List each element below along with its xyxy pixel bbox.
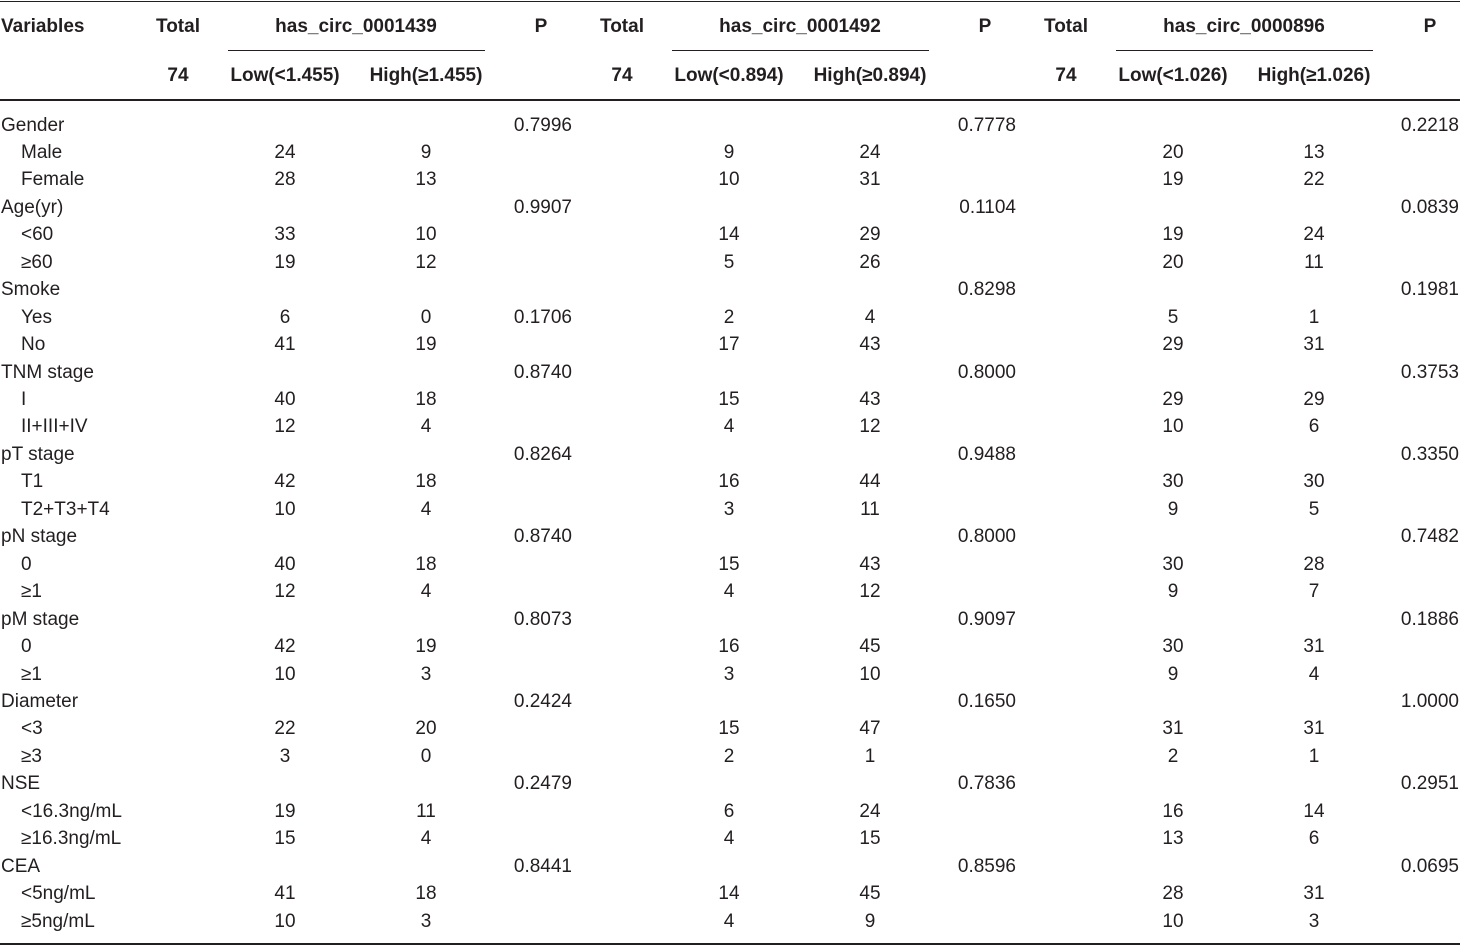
p-value-1: 0.1706 xyxy=(513,306,572,328)
high-count-1: 12 xyxy=(415,251,437,273)
table-row xyxy=(0,251,1460,278)
table-row xyxy=(0,306,1460,333)
low-count-3: 30 xyxy=(1162,553,1184,575)
high-count-2: 24 xyxy=(859,800,881,822)
header-gene-3: has_circ_0000896 xyxy=(1163,16,1325,37)
header-low-1: Low(<1.455) xyxy=(230,65,340,86)
p-value-3: 0.1886 xyxy=(1400,608,1459,630)
table-row xyxy=(0,470,1460,497)
table-row xyxy=(0,855,1460,882)
low-count-2: 14 xyxy=(718,224,740,246)
variable-label: TNM stage xyxy=(1,361,94,383)
high-count-1: 3 xyxy=(420,663,432,685)
table-top-rule xyxy=(0,1,1460,2)
high-count-3: 31 xyxy=(1303,883,1325,905)
low-count-1: 42 xyxy=(274,471,296,493)
low-count-1: 12 xyxy=(274,416,296,438)
low-count-3: 19 xyxy=(1162,224,1184,246)
subcategory-label: 0 xyxy=(21,553,32,575)
low-count-3: 9 xyxy=(1167,498,1179,520)
high-count-1: 18 xyxy=(415,553,437,575)
high-count-1: 0 xyxy=(420,306,432,328)
high-count-2: 43 xyxy=(859,334,881,356)
high-count-1: 10 xyxy=(415,224,437,246)
subcategory-label: <5ng/mL xyxy=(21,883,96,905)
low-count-2: 17 xyxy=(718,334,740,356)
table-row xyxy=(0,141,1460,168)
high-count-3: 30 xyxy=(1303,471,1325,493)
low-count-1: 40 xyxy=(274,389,296,410)
low-count-2: 5 xyxy=(723,251,735,273)
high-count-1: 20 xyxy=(415,718,437,740)
header-p-3: P xyxy=(1423,16,1437,37)
table-row xyxy=(0,635,1460,662)
p-value-3: 0.2218 xyxy=(1400,114,1459,136)
subcategory-label: <16.3ng/mL xyxy=(21,800,122,822)
high-count-2: 45 xyxy=(859,883,881,905)
high-count-1: 18 xyxy=(415,883,437,905)
high-count-3: 3 xyxy=(1308,910,1320,932)
subcategory-label: ≥3 xyxy=(21,745,42,767)
high-count-1: 4 xyxy=(420,828,432,850)
high-count-2: 43 xyxy=(859,553,881,575)
table-row xyxy=(0,663,1460,690)
high-count-3: 1 xyxy=(1308,306,1320,328)
table-row xyxy=(0,388,1460,415)
high-count-1: 0 xyxy=(420,745,432,767)
table-row xyxy=(0,553,1460,580)
table-row xyxy=(0,882,1460,909)
subcategory-label: T1 xyxy=(21,471,44,493)
high-count-1: 9 xyxy=(420,141,432,163)
variable-label: Gender xyxy=(1,114,65,136)
subcategory-label: ≥1 xyxy=(21,581,42,603)
subcategory-label: <3 xyxy=(21,718,43,740)
high-count-1: 19 xyxy=(415,334,437,356)
variable-label: pT stage xyxy=(1,443,75,465)
p-value-3: 1.0000 xyxy=(1400,690,1459,712)
table-bottom-rule xyxy=(0,943,1460,945)
p-value-1: 0.7996 xyxy=(513,114,572,136)
high-count-3: 7 xyxy=(1308,581,1320,603)
low-count-3: 30 xyxy=(1162,636,1184,658)
high-count-3: 6 xyxy=(1308,416,1320,438)
header-gene-2: has_circ_0001492 xyxy=(719,16,881,37)
low-count-3: 30 xyxy=(1162,471,1184,493)
table-row xyxy=(0,333,1460,360)
table-row xyxy=(0,361,1460,388)
high-count-2: 1 xyxy=(864,745,876,767)
table-row xyxy=(0,690,1460,717)
p-value-1: 0.9907 xyxy=(513,196,572,218)
low-count-1: 41 xyxy=(274,883,296,905)
p-value-1: 0.2479 xyxy=(513,773,572,795)
header-total-n-1: 74 xyxy=(167,65,189,86)
low-count-3: 13 xyxy=(1162,828,1184,850)
p-value-1: 0.8441 xyxy=(513,855,572,877)
high-count-2: 45 xyxy=(859,636,881,658)
p-value-3: 0.2951 xyxy=(1400,773,1459,795)
table-row xyxy=(0,168,1460,195)
low-count-2: 4 xyxy=(723,416,735,438)
header-total-n-2: 74 xyxy=(611,65,633,86)
high-count-1: 19 xyxy=(415,636,437,658)
high-count-3: 22 xyxy=(1303,169,1325,191)
high-count-3: 31 xyxy=(1303,334,1325,356)
low-count-2: 3 xyxy=(723,498,735,520)
subcategory-label: Yes xyxy=(21,306,52,328)
low-count-2: 16 xyxy=(718,636,740,658)
header-p-1: P xyxy=(534,16,548,37)
low-count-1: 41 xyxy=(274,334,296,356)
low-count-3: 10 xyxy=(1162,910,1184,932)
high-count-3: 1 xyxy=(1308,745,1320,767)
low-count-1: 19 xyxy=(274,800,296,822)
subcategory-label: Female xyxy=(21,169,85,191)
high-count-3: 4 xyxy=(1308,663,1320,685)
low-count-2: 3 xyxy=(723,663,735,685)
high-count-2: 10 xyxy=(859,663,881,685)
p-value-3: 0.1981 xyxy=(1400,279,1459,301)
low-count-3: 5 xyxy=(1167,306,1179,328)
low-count-2: 14 xyxy=(718,883,740,905)
subcategory-label: T2+T3+T4 xyxy=(21,498,110,520)
high-count-2: 29 xyxy=(859,224,881,246)
high-count-2: 24 xyxy=(859,141,881,163)
header-bottom-rule xyxy=(0,99,1460,101)
header-gene-1: has_circ_0001439 xyxy=(275,16,437,37)
table-row xyxy=(0,800,1460,827)
subcategory-label: II+III+IV xyxy=(21,416,88,438)
high-count-3: 13 xyxy=(1303,141,1325,163)
low-count-1: 12 xyxy=(274,581,296,603)
p-value-2: 0.1104 xyxy=(959,196,1016,218)
low-count-3: 20 xyxy=(1162,251,1184,273)
high-count-1: 18 xyxy=(415,471,437,493)
high-count-2: 44 xyxy=(859,471,881,493)
subcategory-label: No xyxy=(21,334,46,356)
low-count-3: 2 xyxy=(1167,745,1179,767)
high-count-2: 11 xyxy=(860,498,880,520)
subcategory-label: ≥60 xyxy=(21,251,53,273)
table-row xyxy=(0,498,1460,525)
high-count-3: 28 xyxy=(1303,553,1325,575)
low-count-1: 10 xyxy=(274,663,296,685)
low-count-3: 29 xyxy=(1162,389,1184,410)
p-value-3: 0.0839 xyxy=(1400,196,1459,218)
table-row xyxy=(0,415,1460,442)
table-row xyxy=(0,278,1460,305)
low-count-1: 22 xyxy=(274,718,296,740)
high-count-2: 43 xyxy=(859,389,881,410)
low-count-2: 2 xyxy=(723,745,735,767)
p-value-3: 0.0695 xyxy=(1400,855,1459,877)
header-p-2: P xyxy=(978,16,992,37)
high-count-1: 13 xyxy=(415,169,437,191)
variable-label: NSE xyxy=(1,773,41,795)
high-count-1: 18 xyxy=(415,389,437,410)
variable-label: Age(yr) xyxy=(1,196,64,218)
p-value-2: 0.9488 xyxy=(957,443,1016,465)
header-variables: Variables xyxy=(1,16,85,37)
subcategory-label: Male xyxy=(21,141,63,163)
low-count-1: 10 xyxy=(274,498,296,520)
low-count-2: 4 xyxy=(723,581,735,603)
high-count-2: 9 xyxy=(864,910,876,932)
high-count-2: 12 xyxy=(859,416,881,438)
low-count-2: 4 xyxy=(723,910,735,932)
low-count-2: 15 xyxy=(718,553,740,575)
high-count-1: 4 xyxy=(420,498,432,520)
high-count-3: 24 xyxy=(1303,224,1325,246)
low-count-2: 15 xyxy=(718,389,740,410)
low-count-1: 42 xyxy=(274,636,296,658)
p-value-1: 0.2424 xyxy=(513,690,572,712)
p-value-2: 0.7836 xyxy=(957,773,1016,795)
table-row xyxy=(0,114,1460,141)
p-value-2: 0.8000 xyxy=(957,361,1016,383)
header-high-1: High(≥1.455) xyxy=(369,65,483,86)
p-value-2: 0.8298 xyxy=(957,279,1016,301)
p-value-2: 0.8596 xyxy=(957,855,1016,877)
table-row xyxy=(0,827,1460,854)
high-count-2: 12 xyxy=(859,581,881,603)
low-count-2: 6 xyxy=(723,800,735,822)
p-value-1: 0.8264 xyxy=(513,443,572,465)
low-count-1: 28 xyxy=(274,169,296,191)
low-count-1: 10 xyxy=(274,910,296,932)
table-row xyxy=(0,745,1460,772)
low-count-2: 15 xyxy=(718,718,740,740)
p-value-3: 0.3753 xyxy=(1400,361,1459,383)
subcategory-label: 0 xyxy=(21,636,32,658)
low-count-1: 15 xyxy=(274,828,296,850)
low-count-2: 4 xyxy=(723,828,735,850)
low-count-3: 28 xyxy=(1162,883,1184,905)
high-count-2: 47 xyxy=(859,718,881,740)
high-count-1: 3 xyxy=(420,910,432,932)
subcategory-label: ≥5ng/mL xyxy=(21,910,95,932)
high-count-3: 31 xyxy=(1303,636,1325,658)
high-count-3: 11 xyxy=(1304,251,1324,273)
subcategory-label: ≥16.3ng/mL xyxy=(21,828,122,850)
p-value-1: 0.8740 xyxy=(513,526,572,548)
table-row xyxy=(0,608,1460,635)
table-row xyxy=(0,910,1460,937)
p-value-1: 0.8073 xyxy=(513,608,572,630)
header-total-n-3: 74 xyxy=(1055,65,1077,86)
header-total-1: Total xyxy=(156,16,200,37)
low-count-1: 33 xyxy=(274,224,296,246)
high-count-3: 31 xyxy=(1303,718,1325,740)
high-count-2: 31 xyxy=(859,169,881,191)
low-count-1: 19 xyxy=(274,251,296,273)
high-count-3: 29 xyxy=(1303,389,1325,410)
header-low-3: Low(<1.026) xyxy=(1118,65,1228,86)
low-count-3: 29 xyxy=(1162,334,1184,356)
variable-label: CEA xyxy=(1,855,41,877)
low-count-3: 9 xyxy=(1167,663,1179,685)
table-row xyxy=(0,525,1460,552)
low-count-1: 40 xyxy=(274,553,296,575)
high-count-1: 4 xyxy=(420,581,432,603)
low-count-2: 16 xyxy=(718,471,740,493)
table-row xyxy=(0,443,1460,470)
low-count-3: 9 xyxy=(1167,581,1179,603)
subcategory-label: I xyxy=(21,389,27,410)
low-count-2: 10 xyxy=(718,169,740,191)
header-total-2: Total xyxy=(600,16,644,37)
high-count-1: 11 xyxy=(416,800,436,822)
header-high-2: High(≥0.894) xyxy=(813,65,927,86)
high-count-3: 6 xyxy=(1308,828,1320,850)
high-count-3: 5 xyxy=(1308,498,1320,520)
p-value-1: 0.8740 xyxy=(513,361,572,383)
high-count-2: 26 xyxy=(859,251,881,273)
gene-1-underline xyxy=(228,50,485,51)
table-row xyxy=(0,772,1460,799)
p-value-3: 0.7482 xyxy=(1400,526,1459,548)
high-count-1: 4 xyxy=(420,416,432,438)
low-count-3: 20 xyxy=(1162,141,1184,163)
p-value-2: 0.9097 xyxy=(957,608,1016,630)
variable-label: pN stage xyxy=(1,526,78,548)
low-count-1: 3 xyxy=(279,745,291,767)
low-count-2: 9 xyxy=(723,141,735,163)
low-count-1: 6 xyxy=(279,306,291,328)
p-value-2: 0.8000 xyxy=(957,526,1016,548)
low-count-3: 10 xyxy=(1162,416,1184,438)
variable-label: Smoke xyxy=(1,279,61,301)
header-high-3: High(≥1.026) xyxy=(1257,65,1371,86)
table-row xyxy=(0,223,1460,250)
low-count-3: 19 xyxy=(1162,169,1184,191)
gene-2-underline xyxy=(672,50,929,51)
high-count-3: 14 xyxy=(1303,800,1325,822)
high-count-2: 4 xyxy=(864,306,876,328)
header-low-2: Low(<0.894) xyxy=(674,65,784,86)
high-count-2: 15 xyxy=(859,828,881,850)
gene-3-underline xyxy=(1116,50,1373,51)
p-value-2: 0.1650 xyxy=(957,690,1016,712)
subcategory-label: ≥1 xyxy=(21,663,42,685)
header-total-3: Total xyxy=(1044,16,1088,37)
variable-label: pM stage xyxy=(1,608,80,630)
p-value-2: 0.7778 xyxy=(957,114,1016,136)
p-value-3: 0.3350 xyxy=(1400,443,1459,465)
table-row xyxy=(0,580,1460,607)
low-count-3: 16 xyxy=(1162,800,1184,822)
variable-label: Diameter xyxy=(1,690,79,712)
table-row xyxy=(0,717,1460,744)
low-count-3: 31 xyxy=(1162,718,1184,740)
table-row xyxy=(0,196,1460,223)
subcategory-label: <60 xyxy=(21,224,54,246)
low-count-1: 24 xyxy=(274,141,296,163)
low-count-2: 2 xyxy=(723,306,735,328)
